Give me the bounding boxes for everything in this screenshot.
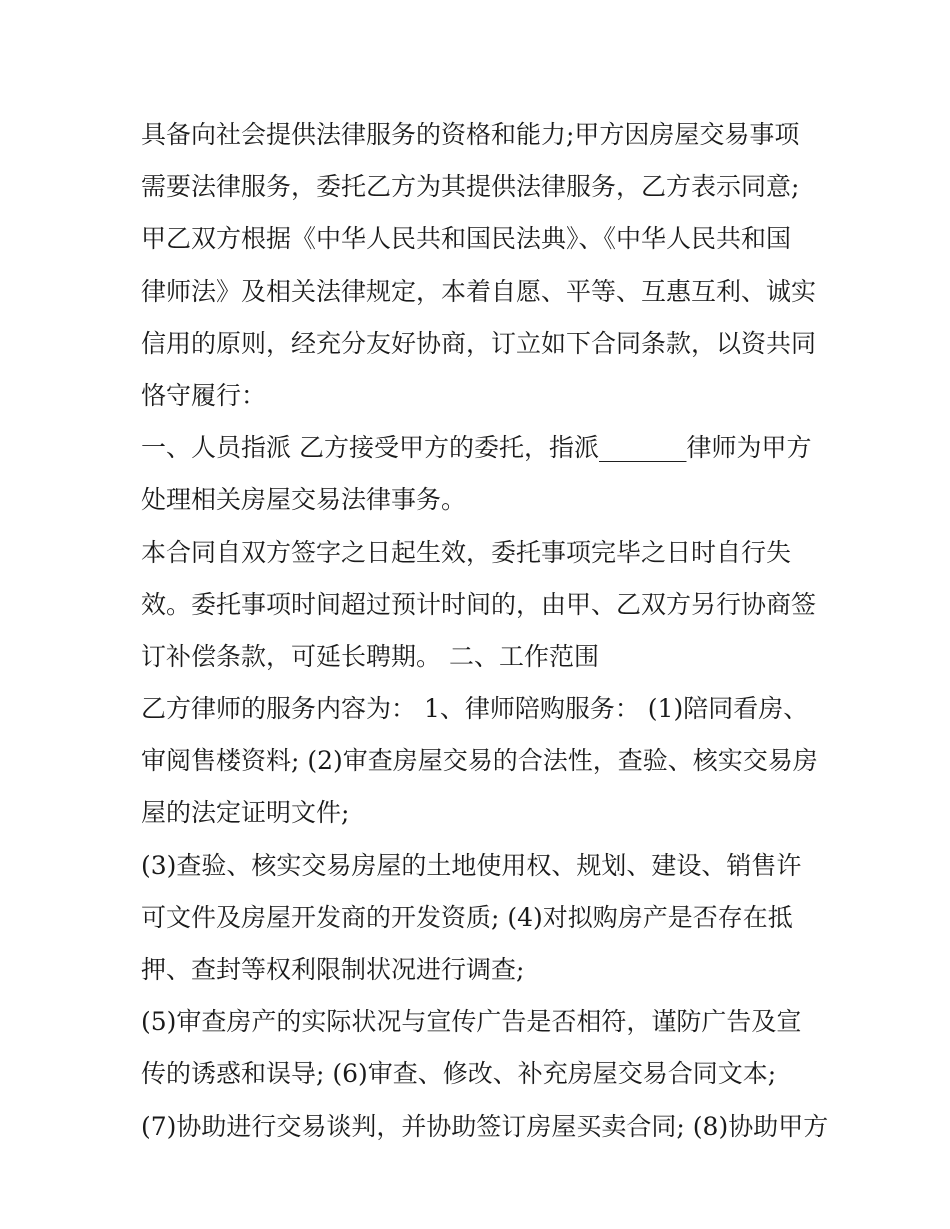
text-line: 本合同自双方签字之日起生效，委托事项完毕之日时自行失 [141, 537, 792, 567]
text-line: 甲乙双方根据《中华人民共和国民法典》、《中华人民共和国 [141, 224, 792, 254]
text-line: 需要法律服务，委托乙方为其提供法律服务，乙方表示同意; [141, 172, 800, 202]
text-line: 订补偿条款，可延长聘期。 二、工作范围 [141, 641, 599, 671]
text-line: 律师法》及相关法律规定，本着自愿、平等、互惠互利、诚实 [141, 276, 817, 306]
text-line: 传的诱惑和误导; (6)审查、修改、补充房屋交易合同文本; [141, 1059, 777, 1089]
text-line: 具备向社会提供法律服务的资格和能力;甲方因房屋交易事项 [141, 120, 800, 149]
text-line: (3)查验、核实交易房屋的土地使用权、规划、建设、销售许 [141, 850, 802, 880]
text-line: 恪守履行： [141, 380, 267, 410]
text-line: 押、查封等权利限制状况进行调查; [141, 955, 525, 984]
text-line: 一、人员指派 乙方接受甲方的委托，指派_______律师为甲方 [141, 433, 812, 463]
text-line: 处理相关房屋交易法律事务。 [141, 485, 467, 515]
text-line: (7)协助进行交易谈判，并协助签订房屋买卖合同; (8)协助甲方 [141, 1111, 829, 1141]
document-body [141, 109, 829, 1153]
text-line: 审阅售楼资料; (2)审查房屋交易的合法性，查验、核实交易房 [141, 746, 818, 776]
text-line: (5)审查房产的实际状况与宣传广告是否相符，谨防广告及宣 [141, 1007, 802, 1037]
text-line: 效。委托事项时间超过预计时间的，由甲、乙双方另行协商签 [141, 589, 817, 619]
text-line: 屋的法定证明文件; [141, 798, 350, 828]
text-line: 乙方律师的服务内容为： 1、律师陪购服务： (1)陪同看房、 [141, 694, 809, 724]
text-line: 可文件及房屋开发商的开发资质; (4)对拟购房产是否存在抵 [141, 902, 793, 932]
text-line: 信用的原则，经充分友好协商，订立如下合同条款，以资共同 [141, 328, 817, 358]
